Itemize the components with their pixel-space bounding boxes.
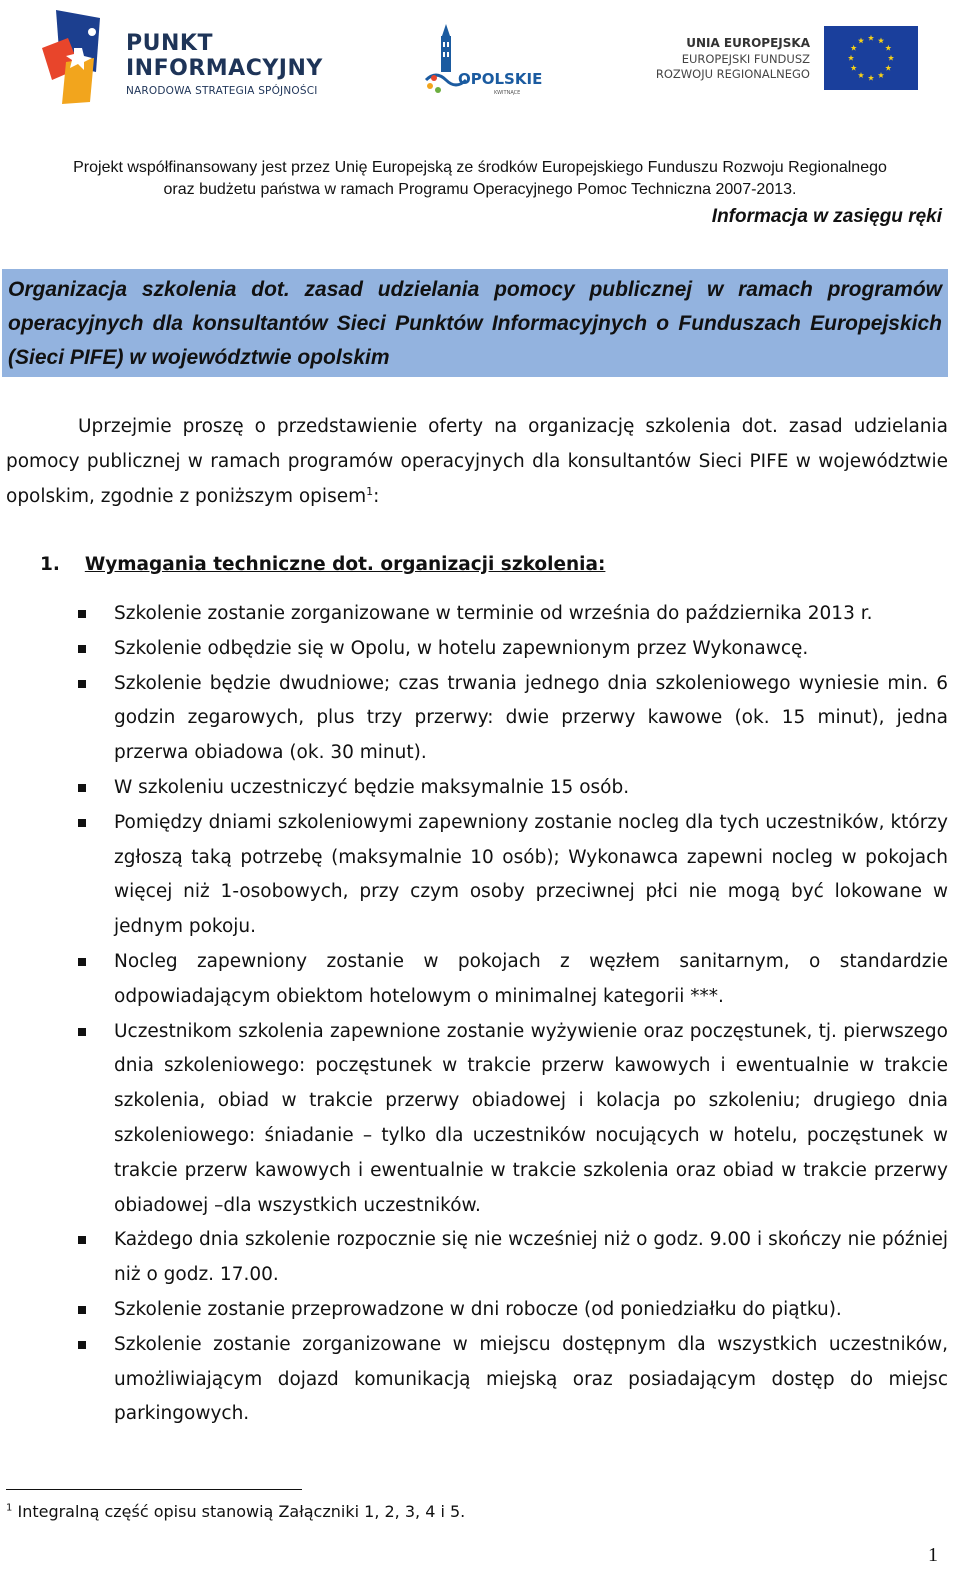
intro-paragraph xyxy=(6,410,948,514)
list-item xyxy=(76,1223,948,1293)
punkt-logo-line2: INFORMACYJNY xyxy=(126,56,323,81)
page-number: 1 xyxy=(928,1544,938,1566)
document-title: Organizacja szkolenia dot. zasad udzielania pomocy publicznej w ramach programów operacyjnych dla konsultantów Sieci Punktów Informacyjnych o Funduszach Europejskich (Sieci PIFE) w województwie opolskim xyxy=(8,278,942,369)
list-item xyxy=(76,1015,948,1224)
list-item-text: Szkolenie zostanie zorganizowane w miejscu dostępnym dla wszystkich uczestników, umożliwiającym dojazd komunikacją miejską oraz posiadającym dostęp do miejsc parkingowych. xyxy=(114,1333,948,1425)
punkt-informacyjny-logo xyxy=(38,8,358,108)
list-item xyxy=(76,771,948,806)
punkt-logo-line1: PUNKT xyxy=(126,31,213,56)
square-bullet-icon xyxy=(78,784,86,792)
footnote-reference[interactable]: 1 xyxy=(366,484,374,498)
list-item-text: Szkolenie odbędzie się w Opolu, w hotelu zapewnionym przez Wykonawcę. xyxy=(114,637,809,659)
eu-logo-line1: UNIA EUROPEJSKA xyxy=(686,36,810,50)
square-bullet-icon xyxy=(78,645,86,653)
requirements-list xyxy=(76,597,948,1432)
cofinancing-line2: oraz budżetu państwa w ramach Programu Operacyjnego Pomoc Techniczna 2007-2013. xyxy=(163,181,797,198)
list-item-text: W szkoleniu uczestniczyć będzie maksymalnie 15 osób. xyxy=(114,776,630,798)
square-bullet-icon xyxy=(78,1028,86,1036)
square-bullet-icon xyxy=(78,1236,86,1244)
opolskie-tower-icon xyxy=(416,22,546,104)
list-item-text: Każdego dnia szkolenie rozpocznie się nie wcześniej niż o godz. 9.00 i skończy nie później niż o godz. 17.00. xyxy=(114,1229,948,1286)
section-number: 1. xyxy=(40,554,60,575)
cofinancing-statement xyxy=(0,157,960,201)
footnote xyxy=(6,1502,465,1521)
punkt-logo-line3: NARODOWA STRATEGIA SPÓJNOŚCI xyxy=(126,85,318,97)
eu-logo-line3: ROZWOJU REGIONALNEGO xyxy=(655,67,810,81)
list-item-text: Szkolenie zostanie zorganizowane w terminie od września do października 2013 r. xyxy=(114,603,873,624)
list-item-text: Szkolenie będzie dwudniowe; czas trwania jednego dnia szkoleniowego wyniesie min. 6 godzin zegarowych, plus trzy przerwy: dwie przerwy kawowe (ok. 15 minut), jedna przerwa obiadowa (ok. 30 minut). xyxy=(114,672,948,764)
opolskie-logo-sub: KWITNĄCE xyxy=(494,90,521,96)
document-title-box xyxy=(2,269,948,377)
header-logos xyxy=(38,8,918,112)
square-bullet-icon xyxy=(78,680,86,688)
intro-text: Uprzejmie proszę o przedstawienie oferty na organizację szkolenia dot. zasad udzielania pomocy publicznej w ramach programów operacyjnych dla konsultantów Sieci PIFE w województwie opolskim, zgodnie z poniższym opisem xyxy=(6,416,948,507)
list-item xyxy=(76,806,948,945)
opolskie-logo xyxy=(416,22,546,104)
opolskie-logo-word: OPOLSKIE xyxy=(458,70,543,88)
square-bullet-icon xyxy=(78,1306,86,1314)
list-item xyxy=(76,1293,948,1328)
eu-logo xyxy=(634,26,918,96)
section-heading xyxy=(40,548,605,582)
square-bullet-icon xyxy=(78,958,86,966)
list-item xyxy=(76,632,948,667)
list-item-text: Uczestnikom szkolenia zapewnione zostanie wyżywienie oraz poczęstunek, tj. pierwszego dnia szkoleniowego: poczęstunek w trakcie przerw kawowych i ewentualnie w trakcie szkolenia, obiad w trakcie przerwy obiadowej i kolacja po szkoleniu; drugiego dnia szkoleniowego: śniadanie – tylko dla uczestników nocujących w hotelu, poczęstunek w trakcie przerw kawowych i ewentualnie w trakcie szkolenia oraz obiad w trakcie przerwy obiadowej –dla wszystkich uczestników. xyxy=(114,1020,948,1216)
footnote-separator xyxy=(6,1489,302,1490)
square-bullet-icon xyxy=(78,819,86,827)
list-item-text: Nocleg zapewniony zostanie w pokojach z węzłem sanitarnym, o standardzie odpowiadającym obiektom hotelowym o minimalnej kategorii ***. xyxy=(114,950,948,1007)
eu-logo-line2: EUROPEJSKI FUNDUSZ xyxy=(681,52,810,66)
list-item xyxy=(76,597,948,632)
intro-suffix: : xyxy=(373,485,380,507)
list-item-text: Pomiędzy dniami szkoleniowymi zapewniony zostanie nocleg dla tych uczestników, którzy zgłoszą taką potrzebę (maksymalnie 10 osób); Wykonawca zapewni nocleg w pokojach więcej niż 1-osobowych, przy czym osoby przeciwnej płci nie mogą być lokowane w jednym pokoju. xyxy=(114,811,948,938)
eu-flag-icon xyxy=(824,26,918,90)
square-bullet-icon xyxy=(78,1341,86,1349)
punkt-informacyjny-emblem-icon xyxy=(38,8,112,108)
tagline: Informacja w zasięgu ręki xyxy=(711,206,942,227)
footnote-text: Integralną część opisu stanowią Załączniki 1, 2, 3, 4 i 5. xyxy=(17,1502,466,1521)
list-item xyxy=(76,1328,948,1432)
section-title: Wymagania techniczne dot. organizacji szkolenia: xyxy=(84,554,606,575)
square-bullet-icon xyxy=(78,610,86,618)
list-item-text: Szkolenie zostanie przeprowadzone w dni robocze (od poniedziałku do piątku). xyxy=(114,1298,842,1320)
list-item xyxy=(76,667,948,771)
footnote-marker: 1 xyxy=(6,1502,13,1514)
list-item xyxy=(76,945,948,1015)
cofinancing-line1: Projekt współfinansowany jest przez Unię Europejską ze środków Europejskiego Funduszu Rozwoju Regionalnego xyxy=(73,159,887,176)
